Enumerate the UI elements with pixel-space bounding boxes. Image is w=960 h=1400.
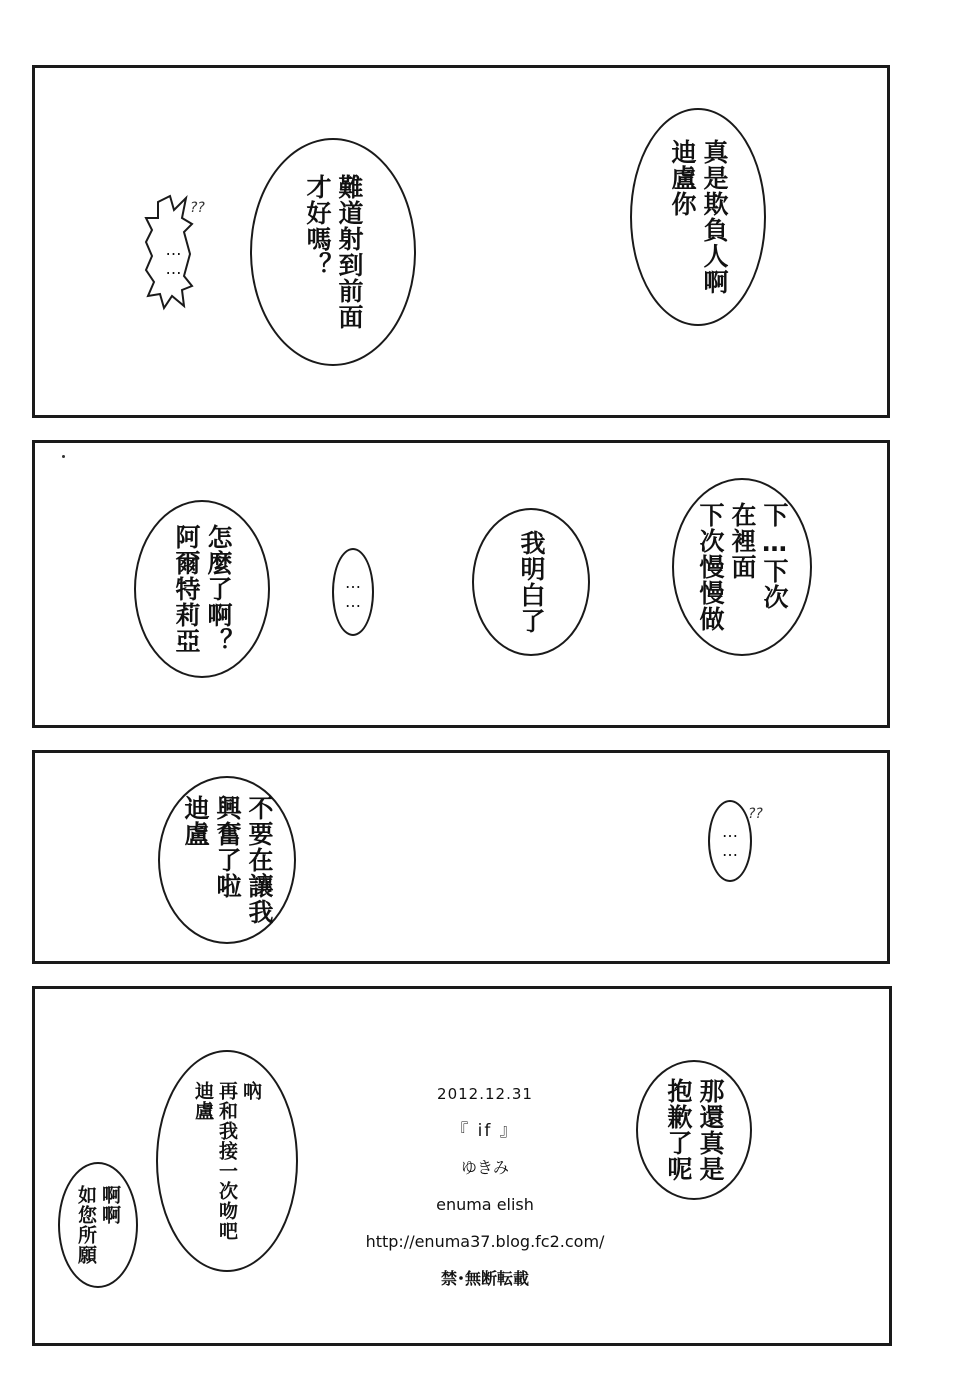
speech-text-p4-right — [663, 1078, 725, 1182]
speech-line: 那還真是 — [696, 1078, 725, 1182]
speech-bubble-p4-mid — [156, 1050, 298, 1272]
squiggle-mark-p1: ?? — [190, 200, 205, 216]
speech-text-p3-small: …… — [720, 822, 740, 860]
speech-bubble-p1-right — [630, 108, 766, 326]
speck — [62, 455, 65, 458]
speech-line: 迪盧 — [181, 795, 210, 847]
credits-circle: enuma elish — [436, 1195, 534, 1214]
speech-line: 下次慢慢做 — [696, 502, 725, 632]
speech-bubble-p3-small — [708, 800, 752, 882]
speech-line: 我明白了 — [517, 530, 546, 634]
squiggle-mark-p3: ?? — [748, 806, 763, 822]
speech-line: 才好嗎？ — [303, 174, 332, 278]
speech-text-p4-small — [75, 1185, 121, 1265]
speech-line: 迪盧你 — [668, 139, 697, 217]
speech-line: 下…下次 — [760, 502, 789, 610]
speech-line: 真是欺負人啊 — [700, 139, 729, 295]
speech-text-p2-mid — [516, 530, 546, 634]
credits-block — [320, 1085, 650, 1307]
speech-line: 抱歉了呢 — [664, 1078, 693, 1182]
speech-bubble-p2-mid — [472, 508, 590, 656]
speech-bubble-p2-left — [134, 500, 270, 678]
speech-line: 興奮了啦 — [213, 795, 242, 899]
speech-line: 再和我接一次吻吧 — [216, 1081, 238, 1241]
speech-bubble-p2-right — [672, 478, 812, 656]
speech-text-p2-left — [171, 524, 233, 654]
speech-text-p1-left — [302, 174, 364, 330]
credits-date: 2012.12.31 — [437, 1085, 533, 1103]
speech-line: 不要在讓我 — [245, 795, 274, 925]
speech-bubble-p4-small — [58, 1162, 138, 1288]
speech-text-p1-right — [667, 139, 729, 295]
speech-text-p2-small: …… — [343, 573, 363, 611]
credits-notice: 禁･無断転載 — [440, 1269, 529, 1288]
speech-line: 啊啊 — [99, 1185, 121, 1225]
speech-bubble-p2-small — [332, 548, 374, 636]
speech-text-p4-mid — [192, 1081, 262, 1241]
speech-line: 吶 — [240, 1081, 262, 1101]
speech-line: 如您所願 — [75, 1185, 97, 1265]
speech-bubble-p3-left — [158, 776, 296, 944]
burst-text-p1: …… — [164, 240, 183, 278]
speech-text-p3-left — [180, 795, 274, 925]
credits-title: 『 if 』 — [451, 1121, 519, 1141]
speech-line: 難道射到前面 — [335, 174, 364, 330]
speech-text-p2-right — [695, 502, 789, 632]
speech-line: 在裡面 — [728, 502, 757, 580]
speech-line: 怎麼了啊？ — [204, 524, 233, 654]
speech-line: 阿爾特莉亞 — [172, 524, 201, 654]
credits-url: http://enuma37.blog.fc2.com/ — [365, 1232, 605, 1251]
speech-bubble-p1-left — [250, 138, 416, 366]
speech-bubble-p4-right — [636, 1060, 752, 1200]
credits-author: ゆきみ — [460, 1158, 509, 1177]
speech-line: 迪盧 — [192, 1081, 214, 1121]
